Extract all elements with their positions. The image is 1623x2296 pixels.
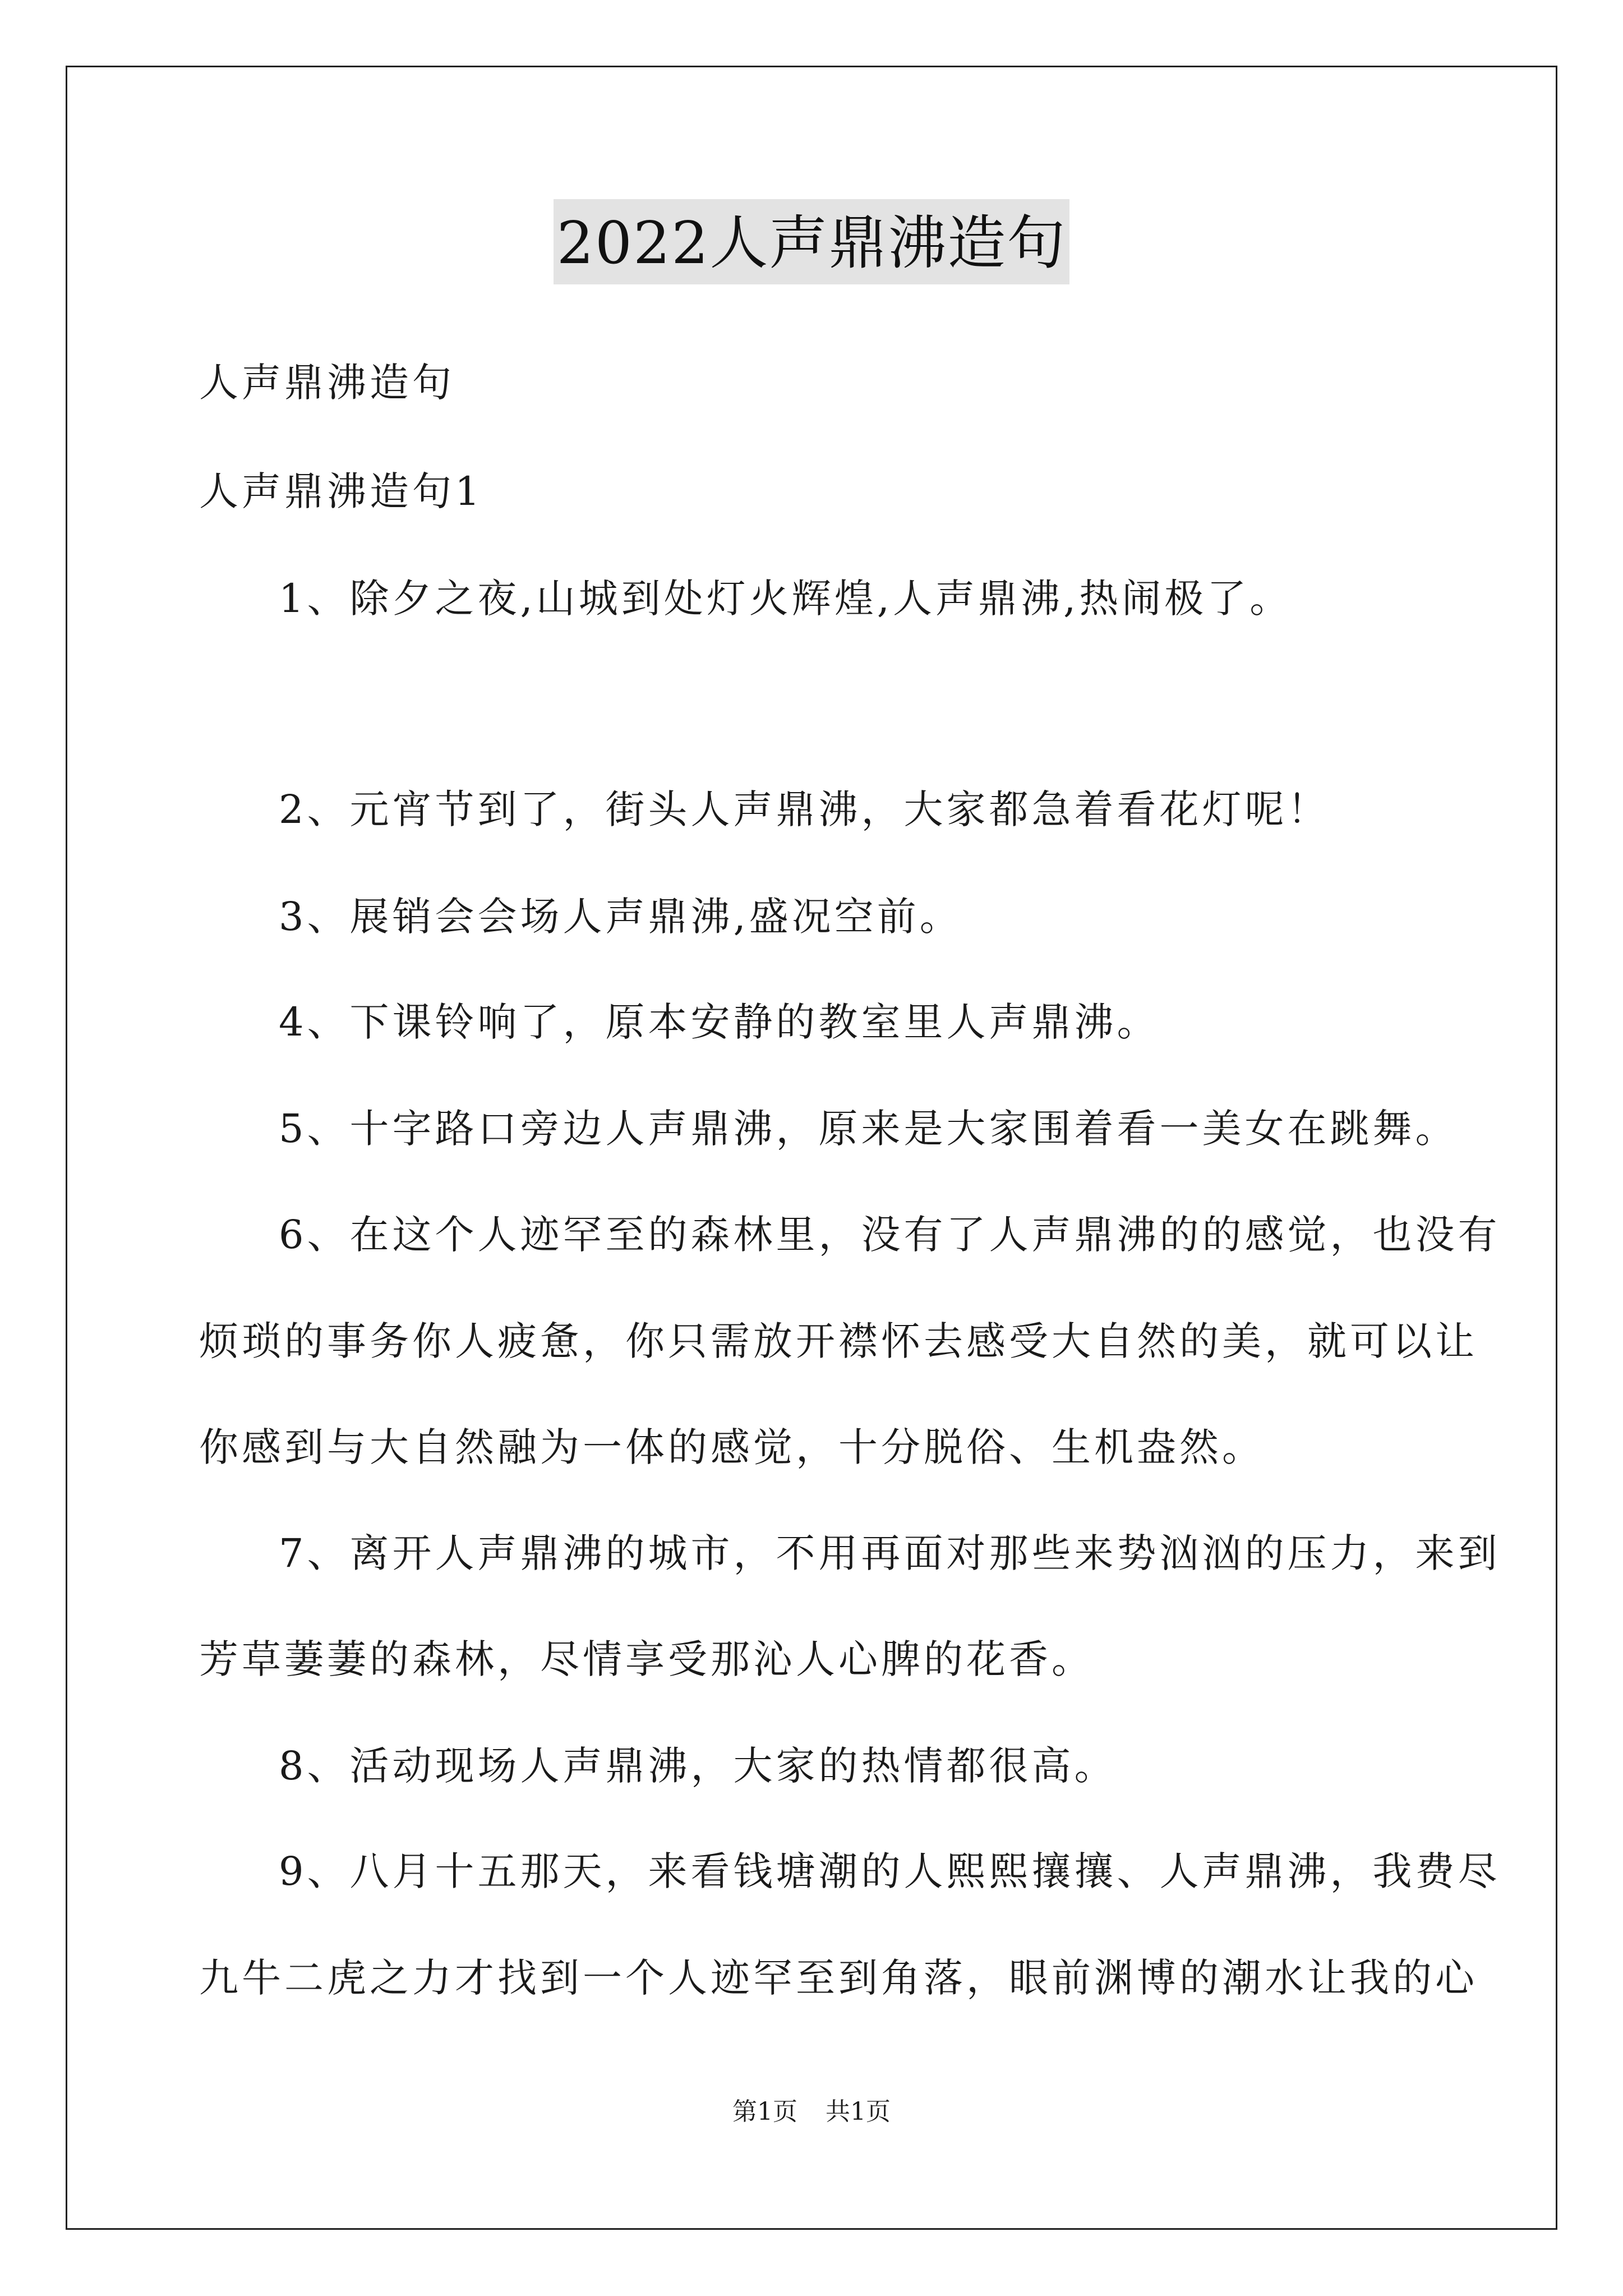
document-title: 2022人声鼎沸造句 [554,199,1070,284]
sentence-line-2: 2、元宵节到了，街头人声鼎沸，大家都急着看花灯呢！ [279,786,1330,832]
title-wrap [0,199,1623,284]
sentence-line-7a: 7、离开人声鼎沸的城市，不用再面对那些来势汹汹的压力，来到 [279,1530,1501,1576]
sentence-line-4: 4、下课铃响了，原本安静的教室里人声鼎沸。 [279,999,1160,1045]
page-footer [0,2095,1623,2129]
sentence-line-7b: 芳草萋萋的森林，尽情享受那沁人心脾的花香。 [199,1636,1094,1682]
section-heading: 人声鼎沸造句 [199,360,455,406]
sentence-line-5: 5、十字路口旁边人声鼎沸，原来是大家围着看一美女在跳舞。 [279,1106,1458,1152]
sentence-line-9a: 9、八月十五那天，来看钱塘潮的人熙熙攘攘、人声鼎沸，我费尽 [279,1848,1501,1894]
page-number: 第1页 [732,2097,797,2126]
sentence-line-8: 8、活动现场人声鼎沸，大家的热情都很高。 [279,1743,1117,1789]
sentence-line-6b: 烦琐的事务你人疲惫，你只需放开襟怀去感受大自然的美，就可以让 [199,1318,1478,1364]
section-subheading: 人声鼎沸造句1 [199,468,483,514]
sentence-line-6c: 你感到与大自然融为一体的感觉，十分脱俗、生机盎然。 [199,1424,1265,1470]
sentence-line-1: 1、除夕之夜,山城到处灯火辉煌,人声鼎沸,热闹极了。 [279,576,1293,622]
sentence-line-3: 3、展销会会场人声鼎沸,盛况空前。 [279,894,962,940]
sentence-line-6a: 6、在这个人迹罕至的森林里，没有了人声鼎沸的的感觉，也没有 [279,1212,1501,1258]
page-total: 共1页 [826,2097,891,2126]
sentence-line-9b: 九牛二虎之力才找到一个人迹罕至到角落，眼前渊博的潮水让我的心 [199,1955,1478,2001]
